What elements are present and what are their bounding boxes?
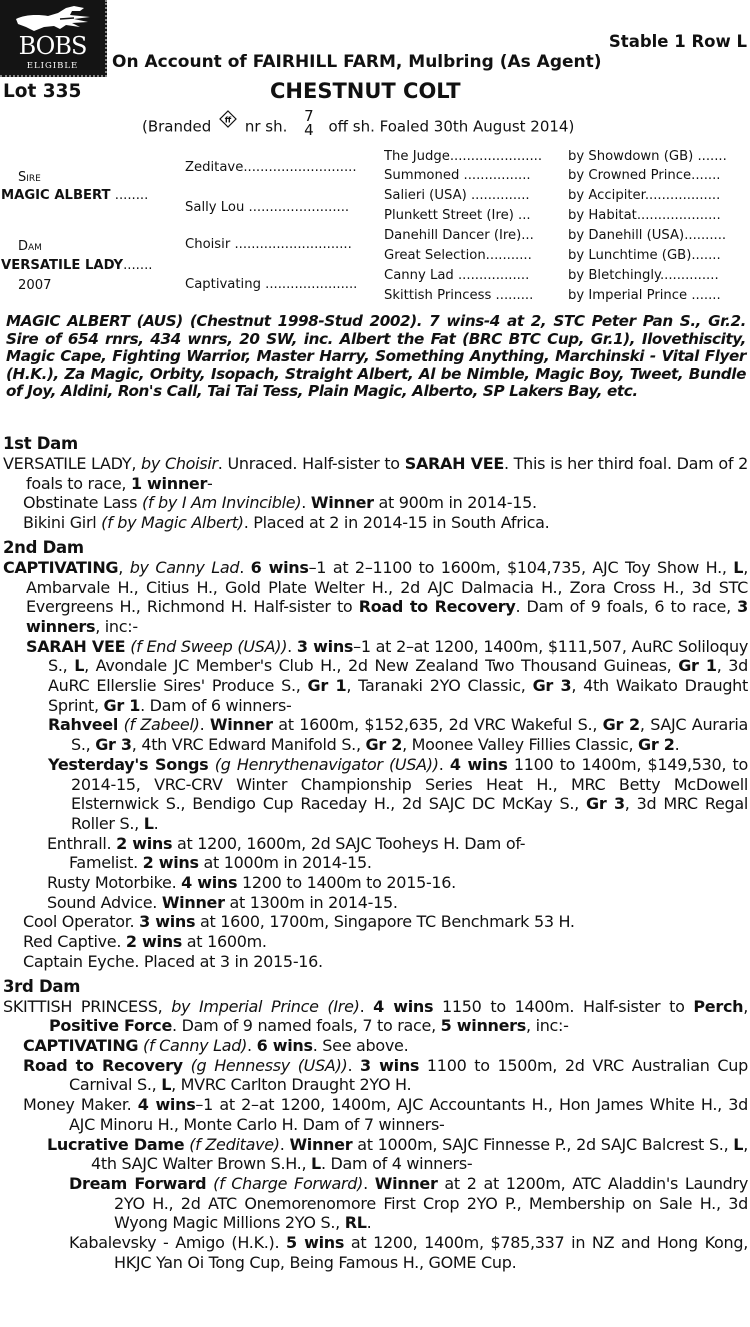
- gen3-sire: by Habitat....................: [568, 208, 721, 223]
- progeny-entry: Rahveel (f Zabeel). Winner at 1600m, $152,635, 2d VRC Wakeful S., Gr 2, SAJC Auraria S., Gr 3, 4th VRC Edward Manifold S., Gr 2, Moonee Valley Fillies Classic, Gr 2.: [48, 715, 748, 755]
- progeny-entry: Lucrative Dame (f Zeditave). Winner at 1000m, SAJC Finnesse P., 2d SAJC Balcrest S., L, 4th SAJC Walter Brown S.H., L. Dam of 4 winners-: [47, 1134, 748, 1174]
- pedigree-table: [0, 146, 750, 308]
- brand-suffix-foaled: off sh. Foaled 30th August 2014): [328, 117, 575, 136]
- gen3-sire: by Accipiter..................: [568, 188, 721, 203]
- fraction-bottom: 4: [304, 121, 314, 139]
- fraction-top: 7: [304, 107, 314, 125]
- gen3-name: Danehill Dancer (Ire)...: [384, 228, 534, 243]
- gen2-sire-sire: Zeditave...........................: [185, 160, 357, 175]
- dam-name: VERSATILE LADY.......: [1, 258, 153, 273]
- progeny-entry: CAPTIVATING (f Canny Lad). 6 wins. See above.: [23, 1035, 409, 1055]
- gen2-sire-dam: Sally Lou ........................: [185, 200, 350, 215]
- heading-1st-dam: 1st Dam: [3, 434, 78, 453]
- gen3-sire: by Lunchtime (GB).......: [568, 248, 721, 263]
- progeny-entry: Enthrall. 2 wins at 1200, 1600m, 2d SAJC Tooheys H. Dam of-: [47, 833, 526, 853]
- lot-number: Lot 335: [3, 81, 82, 102]
- stable-location: Stable 1 Row L: [608, 32, 747, 51]
- progeny-entry: Obstinate Lass (f by I Am Invincible). Winner at 900m in 2014-15.: [23, 493, 537, 513]
- progeny-entry: Captain Eyche. Placed at 3 in 2015-16.: [23, 951, 323, 971]
- progeny-entry: Kabalevsky - Amigo (H.K.). 5 wins at 1200, 1400m, $785,337 in NZ and Hong Kong, HKJC Yan Oi Tong Cup, Being Famous H., GOME Cup.: [69, 1233, 748, 1272]
- gen3-name: Great Selection...........: [384, 248, 532, 263]
- gen3-name: Summoned ................: [384, 168, 531, 183]
- brand-prefix: (Branded: [142, 117, 212, 136]
- progeny-entry: Road to Recovery (g Hennessy (USA)). 3 wins 1100 to 1500m, 2d VRC Australian Cup Carnival S., L, MVRC Carlton Draught 2YO H.: [23, 1055, 748, 1095]
- brand-fraction: [304, 109, 314, 137]
- sire-description: MAGIC ALBERT (AUS) (Chestnut 1998-Stud 2002). 7 wins-4 at 2, STC Peter Pan S., Gr.2. Sire of 654 rnrs, 434 wnrs, 20 SW, inc. Albert the Fat (BRC BTC Cup, Gr.1), Ilovethiscity, Magic Cape, Fighting Warrior, Master Harry, Something Anything, Marchinski - Vital Flyer (H.K.), Za Magic, Orbity, Isopach, Straight Albert, Al be Nimble, Magic Boy, Tweet, Bundle of Joy, Aldini, Ron's Call, Tai Tai Tess, Plain Magic, Alberto, SP Lakers Bay, etc.: [6, 312, 746, 400]
- vendor-account: On Account of FAIRHILL FARM, Mulbring (As Agent): [112, 52, 602, 72]
- progeny-entry: Cool Operator. 3 wins at 1600, 1700m, Singapore TC Benchmark 53 H.: [23, 912, 575, 932]
- gen3-sire: by Bletchingly..............: [568, 268, 719, 283]
- heading-2nd-dam: 2nd Dam: [3, 537, 84, 557]
- gen3-sire: by Danehill (USA)..........: [568, 228, 727, 243]
- dam-year: 2007: [18, 278, 52, 293]
- sire-label: Sire: [18, 170, 41, 185]
- gen3-name: The Judge......................: [384, 149, 543, 164]
- gen3-sire: by Showdown (GB) .......: [568, 149, 727, 164]
- progeny-entry: Money Maker. 4 wins–1 at 2–at 1200, 1400m, AJC Accountants H., Hon James White H., 3d AJC Minoru H., Monte Carlo H. Dam of 7 winners-: [23, 1095, 748, 1134]
- first-dam-entry: VERSATILE LADY, by Choisir. Unraced. Half-sister to SARAH VEE. This is her third foal. Dam of 2 foals to race, 1 winner-: [3, 454, 748, 493]
- svg-text:ff: ff: [224, 115, 232, 124]
- progeny-entry: Famelist. 2 wins at 1000m in 2014-15.: [69, 853, 372, 873]
- logo-text-bobs: BOBS: [18, 32, 87, 60]
- gen3-name: Skittish Princess .........: [384, 288, 534, 303]
- sire-name: MAGIC ALBERT ........: [1, 188, 149, 203]
- brand-diamond-icon: [219, 110, 237, 128]
- dam-label: Dam: [18, 239, 42, 254]
- logo-text-eligible: ELIGIBLE: [26, 61, 79, 71]
- third-dam-entry: SKITTISH PRINCESS, by Imperial Prince (Ire). 4 wins 1150 to 1400m. Half-sister to Perch, Positive Force. Dam of 9 named foals, 7 to race, 5 winners, inc:-: [3, 996, 749, 1036]
- gen3-name: Canny Lad .................: [384, 268, 530, 283]
- brand-near-side: nr sh.: [244, 117, 288, 136]
- gen3-name: Salieri (USA) ..............: [384, 188, 530, 203]
- progeny-entry: Bikini Girl (f by Magic Albert). Placed at 2 in 2014-15 in South Africa.: [23, 513, 550, 533]
- progeny-entry: SARAH VEE (f End Sweep (USA)). 3 wins–1 at 2–at 1200, 1400m, $111,507, AuRC Soliloquy S., L, Avondale JC Member's Club H., 2d New Zealand Two Thousand Guineas, Gr 1, 3d AuRC Ellerslie Sires' Produce S., Gr 1, Taranaki 2YO Classic, Gr 3, 4th Waikato Draught Sprint, Gr 1. Dam of 6 winners-: [26, 636, 748, 715]
- brand-foaled-line: [142, 107, 575, 141]
- gen3-sire: by Imperial Prince .......: [568, 288, 721, 303]
- colour-sex-title: CHESTNUT COLT: [270, 79, 461, 103]
- gen2-dam-dam: Captivating ......................: [185, 277, 358, 292]
- progeny-entry: Sound Advice. Winner at 1300m in 2014-15.: [47, 892, 398, 912]
- progeny-entry: Red Captive. 2 wins at 1600m.: [23, 932, 267, 952]
- gen2-dam-sire: Choisir ............................: [185, 237, 352, 252]
- gen3-name: Plunkett Street (Ire) ...: [384, 208, 531, 223]
- progeny-entry: Yesterday's Songs (g Henrythenavigator (USA)). 4 wins 1100 to 1400m, $149,530, to 2014-15, VRC-CRV Winter Championship Series Heat H., MRC Betty McDowell Elsternwick S., Bendigo Cup Raceday H., 2d SAJC DC McKay S., Gr 3, 3d MRC Regal Roller S., L.: [48, 754, 748, 833]
- heading-3rd-dam: 3rd Dam: [3, 976, 81, 996]
- catalogue-body: [3, 433, 748, 1272]
- progeny-entry: Dream Forward (f Charge Forward). Winner at 2 at 1200m, ATC Aladdin's Laundry 2YO H., 2d ATC Onemorenomore First Crop 2YO P., Membership on Sale H., 3d Wyong Magic Millions 2YO S., RL.: [69, 1173, 748, 1233]
- horse-silhouette-icon: [14, 5, 92, 35]
- second-dam-entry: CAPTIVATING, by Canny Lad. 6 wins–1 at 2–1100 to 1600m, $104,735, AJC Toy Show H., L, Ambarvale H., Citius H., Gold Plate Welter H., 2d AJC Dalmacia H., Zora Cross H., 3d STC Evergreens H., Richmond H. Half-sister to Road to Recovery. Dam of 9 foals, 6 to race, 3 winners, inc:-: [3, 557, 748, 636]
- gen3-sire: by Crowned Prince.......: [568, 168, 721, 183]
- bobs-eligible-logo: [0, 0, 107, 77]
- progeny-entry: Rusty Motorbike. 4 wins 1200 to 1400m to 2015-16.: [47, 873, 456, 893]
